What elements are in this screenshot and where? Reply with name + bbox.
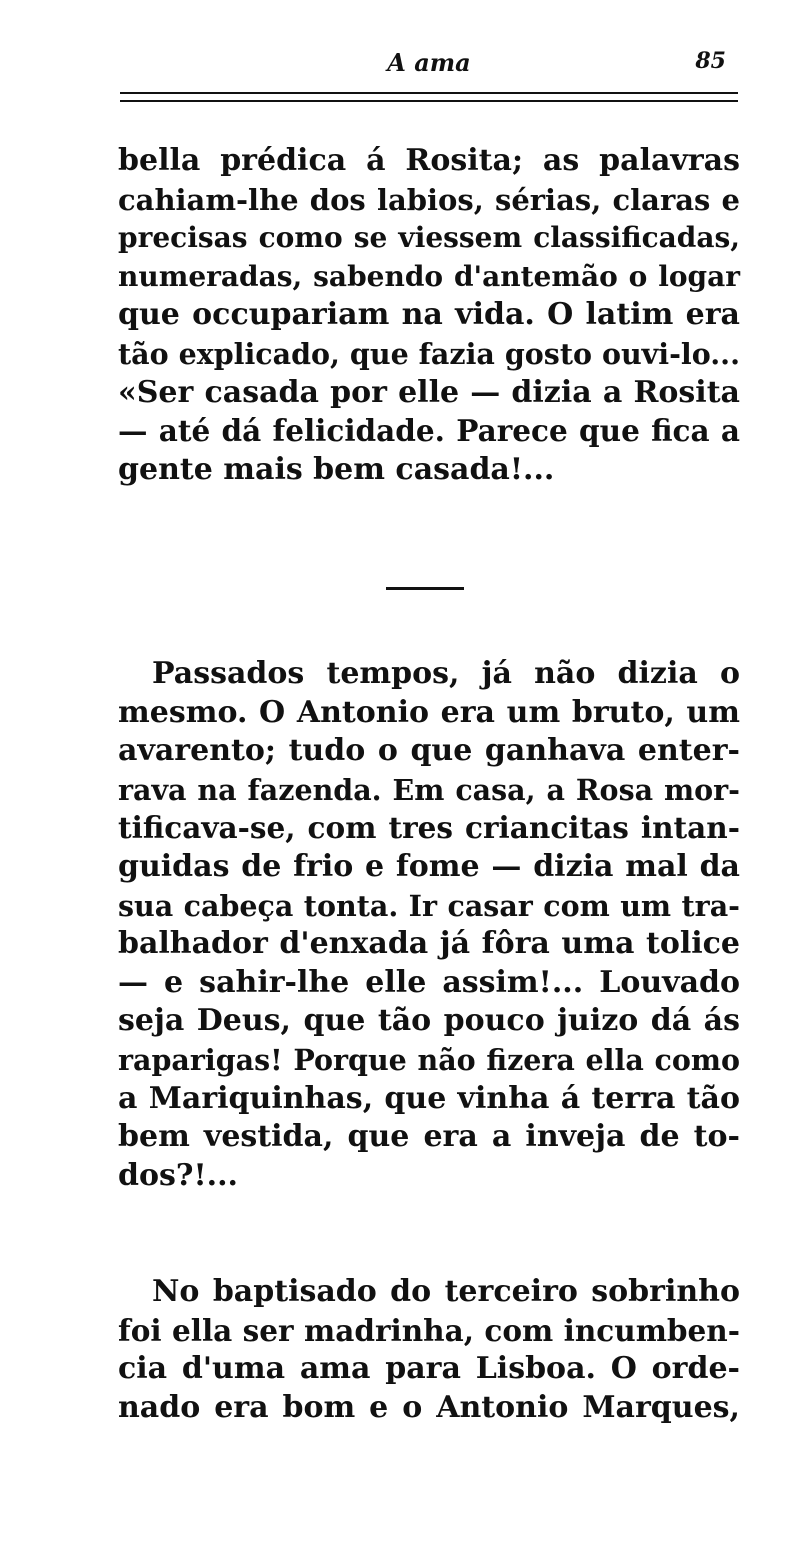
page-number: 85	[695, 48, 726, 74]
text-line: sua cabeça tonta. Ir casar com um tra-	[118, 888, 740, 923]
text-line: — e sahir-lhe elle assim!... Louvado	[118, 964, 740, 1000]
text-line: No baptisado do terceiro sobrinho	[152, 1274, 740, 1309]
text-line: precisas como se viessem classificadas,	[118, 221, 740, 255]
text-line: tão explicado, que fazia gosto ouvi-lo...	[118, 336, 740, 371]
text-line: cahiam-lhe dos labios, sérias, claras e	[118, 182, 740, 217]
text-line: bella prédica á Rosita; as palavras	[118, 143, 740, 178]
text-line: Passados tempos, já não dizia o	[152, 656, 740, 691]
text-line: balhador d'enxada já fôra uma tolice	[118, 926, 740, 962]
text-line: «Ser casada por elle — dizia a Rosita	[118, 374, 740, 410]
text-line: nado era bom e o Antonio Marques,	[118, 1389, 740, 1425]
paragraph-2	[118, 655, 740, 1195]
page-header	[120, 48, 738, 78]
text-line: mesmo. O Antonio era um bruto, um	[118, 694, 740, 730]
text-line: numeradas, sabendo d'antemão o logar	[118, 259, 740, 293]
paragraph-3	[118, 1273, 740, 1427]
text-line: tificava-se, com tres criancitas intan-	[118, 810, 740, 846]
text-line: que occupariam na vida. O latim era	[118, 297, 740, 333]
text-line: rava na fazenda. Em casa, a Rosa mor-	[118, 772, 740, 807]
text-line: seja Deus, que tão pouco juizo dá ás	[118, 1003, 740, 1039]
header-rule-top	[120, 92, 738, 94]
header-rule-bottom	[120, 100, 738, 102]
paragraph-1	[118, 142, 740, 489]
section-separator	[386, 587, 464, 590]
text-line: — até dá felicidade. Parece que fica a	[118, 413, 740, 449]
text-line: guidas de frio e fome — dizia mal da	[118, 848, 740, 884]
text-line: cia d'uma ama para Lisboa. O orde-	[118, 1351, 740, 1387]
text-line: raparigas! Porque não fizera ella como	[118, 1042, 740, 1077]
text-line: a Mariquinhas, que vinha á terra tão	[118, 1080, 740, 1116]
text-line: dos?!...	[118, 1157, 238, 1193]
text-line: avarento; tudo o que ganhava enter-	[118, 733, 740, 769]
running-title: A ama	[387, 48, 471, 77]
text-line: gente mais bem casada!...	[118, 451, 555, 487]
text-line: bem vestida, que era a inveja de to-	[118, 1119, 740, 1155]
text-line: foi ella ser madrinha, com incumben-	[118, 1312, 740, 1348]
